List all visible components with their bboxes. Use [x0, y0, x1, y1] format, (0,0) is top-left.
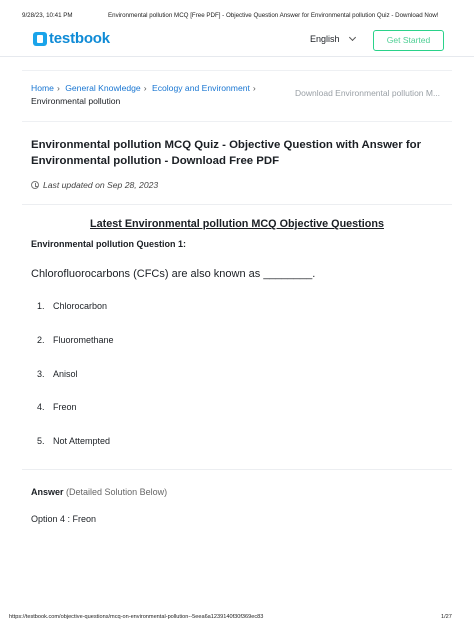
clock-icon [31, 181, 39, 189]
options-list [37, 301, 114, 470]
breadcrumb-separator: › [143, 83, 147, 93]
breadcrumb-current: Environmental pollution [31, 95, 121, 106]
option-item[interactable] [37, 335, 114, 369]
divider [22, 469, 452, 470]
option-number: 2. [37, 334, 45, 345]
language-label: English [310, 34, 340, 44]
breadcrumb-ecology[interactable]: Ecology and Environment [151, 83, 250, 93]
print-page-number: 1/27 [441, 614, 452, 620]
option-label: Fluoromethane [53, 334, 114, 345]
option-label: Not Attempted [53, 436, 111, 447]
print-datetime: 9/28/23, 10:41 PM [22, 12, 73, 19]
chevron-down-icon [348, 34, 355, 41]
option-item[interactable] [37, 436, 114, 470]
page-title: Environmental pollution MCQ Quiz - Objective Question with Answer for Environmental pollution - Download Free PDF [31, 139, 422, 167]
option-label: Chlorocarbon [53, 301, 108, 311]
answer-heading [31, 487, 167, 497]
option-label: Anisol [53, 368, 78, 379]
last-updated [31, 180, 158, 190]
print-doc-title: Environmental pollution MCQ [Free PDF] - Objective Question Answer for Environmental pollution Quiz - Download Now! [108, 12, 439, 19]
breadcrumb [31, 82, 261, 107]
download-pdf-link[interactable]: Download Environmental pollution M... [295, 88, 441, 98]
breadcrumb-separator: › [252, 83, 256, 93]
option-number: 1. [37, 301, 45, 311]
testbook-logo[interactable] [33, 30, 110, 47]
option-item[interactable] [37, 369, 114, 403]
option-number: 4. [37, 402, 45, 413]
navbar [0, 24, 474, 57]
question-label: Environmental pollution Question 1: [31, 239, 187, 249]
testbook-logo-icon [33, 32, 47, 46]
print-url: https://testbook.com/objective-questions/mcq-on-environmental-pollution--5eea6a1239140f30f369ec83 [9, 614, 264, 620]
breadcrumb-home[interactable]: Home [31, 83, 54, 93]
question-text: Chlorofluorocarbons (CFCs) are also known as ________. [31, 268, 316, 280]
answer-value: Option 4 : Freon [31, 514, 97, 524]
detailed-solution-link[interactable]: (Detailed Solution Below) [66, 487, 168, 497]
answer-label: Answer [31, 487, 64, 497]
option-item[interactable] [37, 301, 114, 335]
divider [22, 204, 452, 205]
logo-text: testbook [49, 30, 110, 47]
get-started-button[interactable]: Get Started [373, 30, 444, 51]
option-item[interactable] [37, 402, 114, 436]
breadcrumb-general-knowledge[interactable]: General Knowledge [65, 83, 141, 93]
section-heading: Latest Environmental pollution MCQ Objective Questions [90, 218, 384, 230]
print-header [0, 0, 474, 24]
breadcrumb-card [22, 70, 452, 122]
option-number: 5. [37, 436, 45, 447]
language-selector[interactable] [310, 34, 355, 44]
last-updated-text: Last updated on Sep 28, 2023 [43, 180, 159, 190]
breadcrumb-separator: › [56, 83, 60, 93]
option-number: 3. [37, 368, 45, 379]
option-label: Freon [53, 402, 77, 413]
